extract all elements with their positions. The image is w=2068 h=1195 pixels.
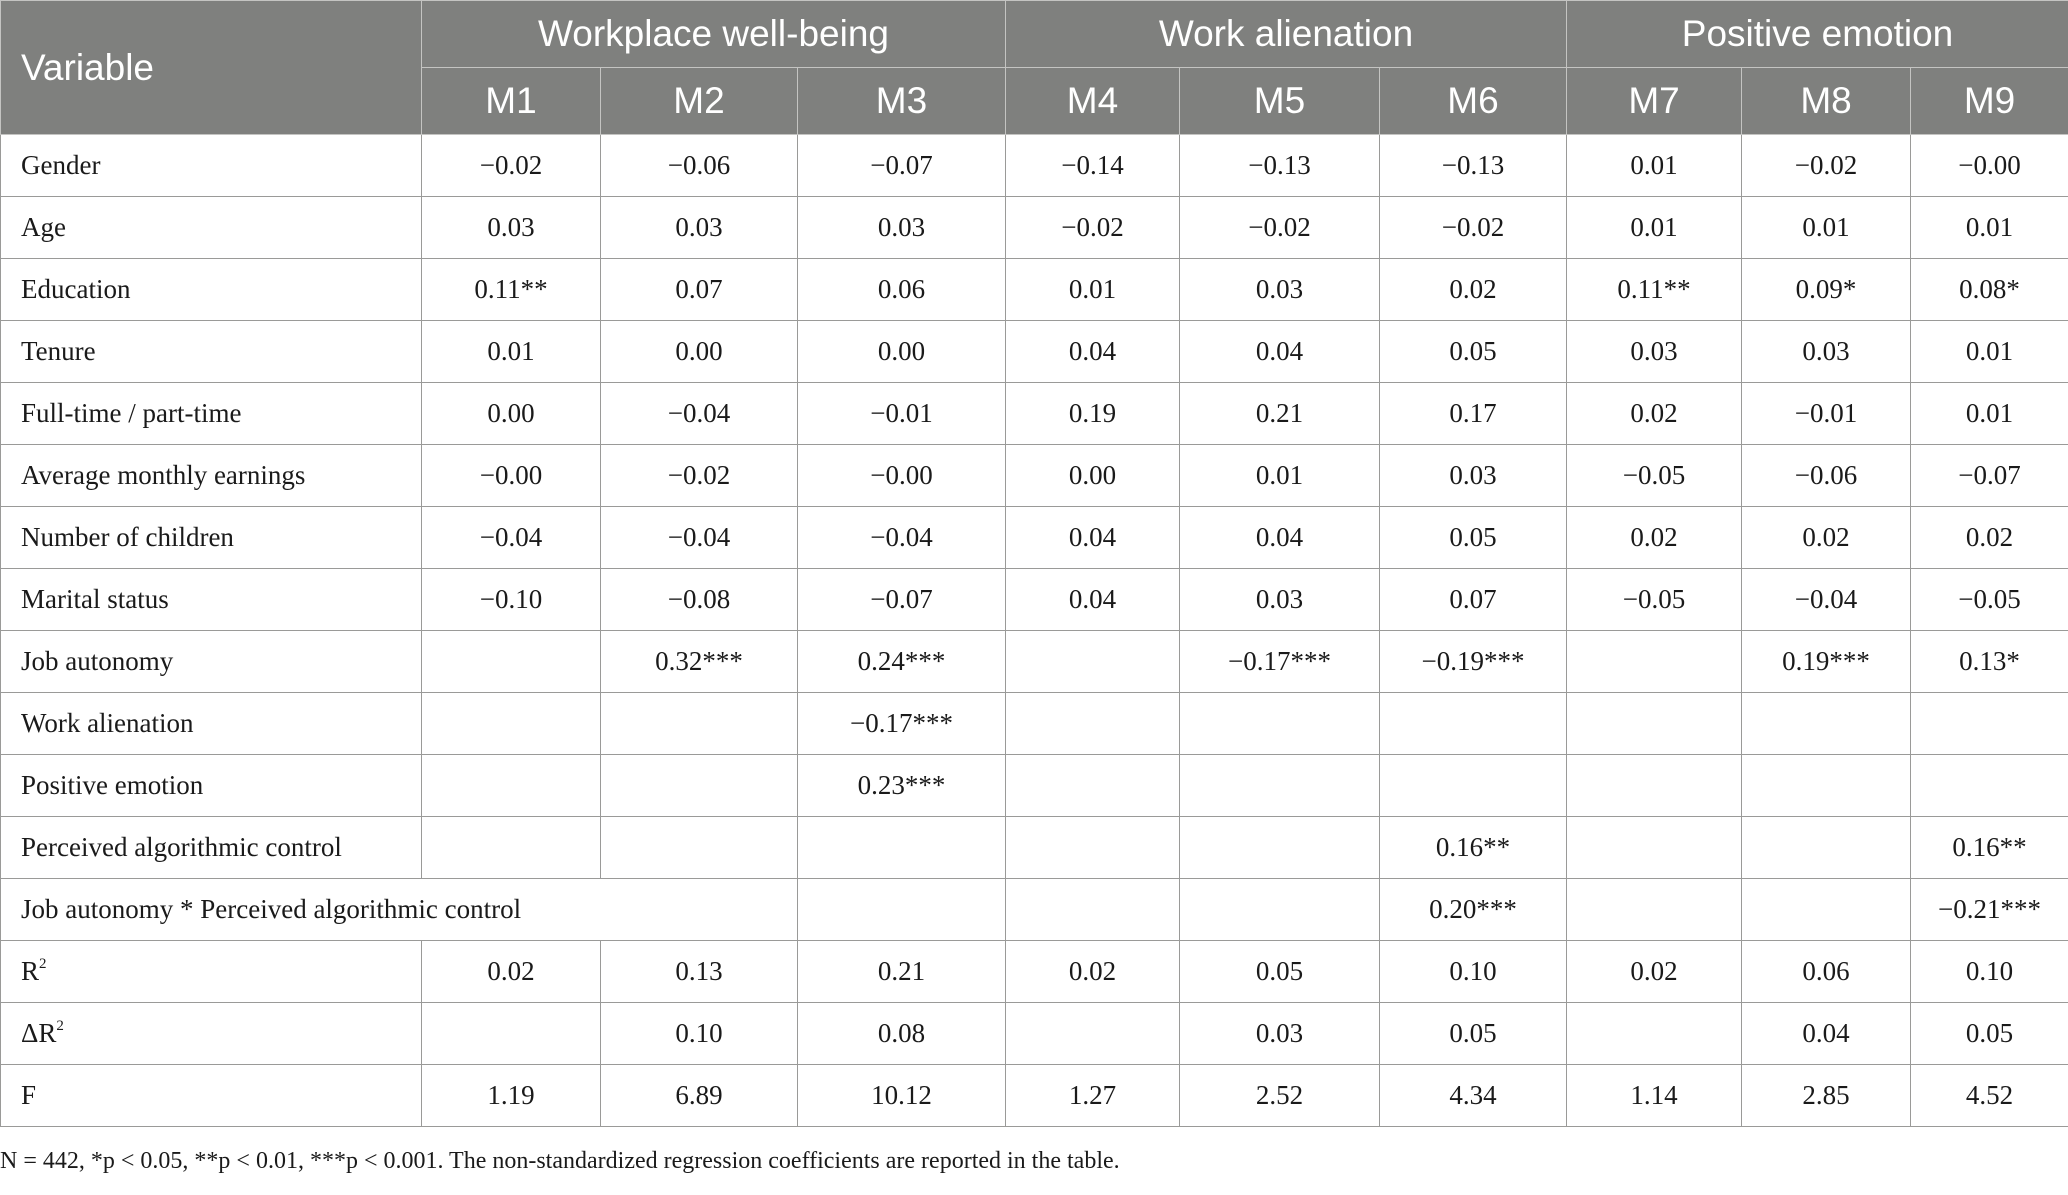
coef-cell [1380, 693, 1567, 755]
group-header-row [1, 1, 2068, 68]
stat-cell: 0.10 [601, 1003, 798, 1065]
coef-cell: 0.11** [422, 259, 601, 321]
coef-cell: −0.01 [1742, 383, 1911, 445]
coef-cell: −0.05 [1567, 569, 1742, 631]
row-label [1, 1065, 422, 1127]
coef-cell [1006, 817, 1180, 879]
coef-cell: −0.07 [798, 569, 1006, 631]
coef-cell: −0.02 [1380, 197, 1567, 259]
model-header: M3 [798, 68, 1006, 135]
coef-cell: 0.13* [1911, 631, 2068, 693]
coef-cell: −0.07 [1911, 445, 2068, 507]
coef-cell: −0.01 [798, 383, 1006, 445]
row-label: Average monthly earnings [1, 445, 422, 507]
stat-cell [422, 1003, 601, 1065]
stat-cell: 0.02 [1006, 941, 1180, 1003]
coef-cell: 0.03 [601, 197, 798, 259]
coef-cell: 0.00 [422, 383, 601, 445]
coef-cell: 0.02 [1742, 507, 1911, 569]
coef-cell [798, 879, 1006, 941]
row-label: Perceived algorithmic control [1, 817, 422, 879]
coef-cell [1567, 693, 1742, 755]
model-header: M9 [1911, 68, 2068, 135]
stat-cell: 4.52 [1911, 1065, 2068, 1127]
coef-cell: 0.05 [1380, 321, 1567, 383]
coef-cell: −0.17*** [1180, 631, 1380, 693]
coef-cell: 0.01 [1911, 383, 2068, 445]
coef-cell [1180, 879, 1380, 941]
stat-cell: 0.08 [798, 1003, 1006, 1065]
coef-cell: −0.06 [601, 135, 798, 197]
group-header-workplace-well-being: Workplace well-being [422, 1, 1006, 68]
coef-cell: −0.02 [601, 445, 798, 507]
row-label: Number of children [1, 507, 422, 569]
stat-cell: 0.05 [1380, 1003, 1567, 1065]
table-row [1, 197, 2068, 259]
coef-cell: 0.19*** [1742, 631, 1911, 693]
coef-cell [1567, 755, 1742, 817]
variable-header: Variable [1, 1, 422, 135]
coef-cell: 0.23*** [798, 755, 1006, 817]
stat-cell: 0.03 [1180, 1003, 1380, 1065]
table-row [1, 507, 2068, 569]
table-row [1, 445, 2068, 507]
row-label: Tenure [1, 321, 422, 383]
row-label [1, 941, 422, 1003]
stat-cell: 0.02 [1567, 941, 1742, 1003]
table-row [1, 1065, 2068, 1127]
row-label: Job autonomy * Perceived algorithmic control [1, 879, 798, 941]
coef-cell [1567, 631, 1742, 693]
coef-cell: 0.04 [1006, 507, 1180, 569]
coef-cell: 0.01 [1911, 321, 2068, 383]
row-label: Full-time / part-time [1, 383, 422, 445]
stat-label: ΔR [21, 1018, 57, 1048]
coef-cell [1006, 693, 1180, 755]
table-row [1, 755, 2068, 817]
coef-cell: 0.03 [1180, 569, 1380, 631]
coef-cell [1911, 693, 2068, 755]
stat-cell: 2.52 [1180, 1065, 1380, 1127]
row-label: Age [1, 197, 422, 259]
coef-cell: 0.04 [1006, 321, 1180, 383]
model-header: M1 [422, 68, 601, 135]
coef-cell: 0.01 [422, 321, 601, 383]
table-row [1, 631, 2068, 693]
coef-cell: 0.04 [1180, 321, 1380, 383]
coef-cell [1006, 879, 1180, 941]
table-row [1, 1003, 2068, 1065]
stat-label: R [21, 956, 40, 986]
stat-cell: 0.13 [601, 941, 798, 1003]
stat-cell: 6.89 [601, 1065, 798, 1127]
coef-cell: −0.08 [601, 569, 798, 631]
table-row [1, 135, 2068, 197]
stat-cell: 1.14 [1567, 1065, 1742, 1127]
coef-cell: −0.04 [422, 507, 601, 569]
coef-cell: 0.05 [1380, 507, 1567, 569]
coef-cell: 0.03 [422, 197, 601, 259]
stat-cell: 0.21 [798, 941, 1006, 1003]
stat-cell: 0.02 [422, 941, 601, 1003]
coef-cell: 0.07 [601, 259, 798, 321]
coef-cell: 0.06 [798, 259, 1006, 321]
coef-cell: −0.21*** [1911, 879, 2068, 941]
table-row [1, 817, 2068, 879]
coef-cell: 0.02 [1567, 383, 1742, 445]
coef-cell: 0.03 [1742, 321, 1911, 383]
coef-cell: 0.00 [601, 321, 798, 383]
coef-cell [422, 817, 601, 879]
stat-cell: 0.10 [1911, 941, 2068, 1003]
coef-cell: 0.16** [1911, 817, 2068, 879]
coef-cell: −0.19*** [1380, 631, 1567, 693]
stat-cell: 0.05 [1911, 1003, 2068, 1065]
model-header: M5 [1180, 68, 1380, 135]
coef-cell: −0.02 [1180, 197, 1380, 259]
coef-cell: 0.02 [1567, 507, 1742, 569]
stat-cell: 1.19 [422, 1065, 601, 1127]
stat-cell: 2.85 [1742, 1065, 1911, 1127]
coef-cell: 0.20*** [1380, 879, 1567, 941]
coef-cell: 0.11** [1567, 259, 1742, 321]
coef-cell: −0.17*** [798, 693, 1006, 755]
coef-cell: 0.03 [1180, 259, 1380, 321]
coef-cell [1567, 817, 1742, 879]
row-label: Gender [1, 135, 422, 197]
coef-cell: −0.10 [422, 569, 601, 631]
coef-cell: −0.02 [1742, 135, 1911, 197]
row-label: Marital status [1, 569, 422, 631]
coef-cell [601, 817, 798, 879]
stat-superscript: 2 [56, 1018, 64, 1034]
coef-cell: 0.03 [1567, 321, 1742, 383]
row-label: Education [1, 259, 422, 321]
table-row [1, 383, 2068, 445]
coef-cell [1006, 631, 1180, 693]
stat-cell: 0.04 [1742, 1003, 1911, 1065]
coef-cell: −0.00 [1911, 135, 2068, 197]
coef-cell [1742, 755, 1911, 817]
coef-cell: −0.00 [422, 445, 601, 507]
table-footnote: N = 442, *p < 0.05, **p < 0.01, ***p < 0.001. The non-standardized regression coefficients are reported in the table. [0, 1148, 1120, 1174]
coef-cell [1567, 879, 1742, 941]
coef-cell: 0.16** [1380, 817, 1567, 879]
coef-cell: 0.03 [798, 197, 1006, 259]
coef-cell [1180, 817, 1380, 879]
stat-cell [1567, 1003, 1742, 1065]
model-header: M7 [1567, 68, 1742, 135]
coef-cell [798, 817, 1006, 879]
coef-cell [422, 693, 601, 755]
coef-cell: −0.13 [1380, 135, 1567, 197]
coef-cell: 0.04 [1180, 507, 1380, 569]
coef-cell: 0.00 [1006, 445, 1180, 507]
coef-cell [1742, 879, 1911, 941]
coef-cell: −0.04 [1742, 569, 1911, 631]
coef-cell [1380, 755, 1567, 817]
coef-cell [1742, 693, 1911, 755]
coef-cell [1911, 755, 2068, 817]
group-header-positive-emotion: Positive emotion [1567, 1, 2068, 68]
coef-cell [1006, 755, 1180, 817]
coef-cell: −0.04 [601, 383, 798, 445]
table-row [1, 879, 2068, 941]
row-label: Positive emotion [1, 755, 422, 817]
coef-cell: 0.01 [1911, 197, 2068, 259]
coef-cell: −0.00 [798, 445, 1006, 507]
coef-cell: 0.01 [1180, 445, 1380, 507]
stat-cell: 0.05 [1180, 941, 1380, 1003]
coef-cell [601, 693, 798, 755]
coef-cell: −0.02 [422, 135, 601, 197]
model-header: M6 [1380, 68, 1567, 135]
coef-cell: 0.02 [1380, 259, 1567, 321]
row-label: Work alienation [1, 693, 422, 755]
coef-cell [601, 755, 798, 817]
coef-cell: 0.03 [1380, 445, 1567, 507]
coef-cell: −0.07 [798, 135, 1006, 197]
coef-cell: 0.19 [1006, 383, 1180, 445]
coef-cell: −0.04 [601, 507, 798, 569]
table-row [1, 569, 2068, 631]
stat-cell: 0.06 [1742, 941, 1911, 1003]
coef-cell: −0.02 [1006, 197, 1180, 259]
coef-cell: 0.32*** [601, 631, 798, 693]
coef-cell: 0.01 [1567, 135, 1742, 197]
coef-cell: −0.14 [1006, 135, 1180, 197]
coef-cell: −0.13 [1180, 135, 1380, 197]
row-label: Job autonomy [1, 631, 422, 693]
coef-cell: −0.04 [798, 507, 1006, 569]
coef-cell [1180, 693, 1380, 755]
coef-cell [1180, 755, 1380, 817]
coef-cell [422, 755, 601, 817]
coef-cell: −0.05 [1911, 569, 2068, 631]
coef-cell [1742, 817, 1911, 879]
coef-cell: −0.06 [1742, 445, 1911, 507]
stat-label: F [21, 1080, 37, 1110]
coef-cell: 0.01 [1567, 197, 1742, 259]
model-header: M2 [601, 68, 798, 135]
stat-cell: 10.12 [798, 1065, 1006, 1127]
table-row [1, 693, 2068, 755]
coef-cell: 0.01 [1006, 259, 1180, 321]
coef-cell: 0.04 [1006, 569, 1180, 631]
coef-cell: 0.01 [1742, 197, 1911, 259]
coef-cell: −0.05 [1567, 445, 1742, 507]
stat-cell: 0.10 [1380, 941, 1567, 1003]
coef-cell: 0.00 [798, 321, 1006, 383]
stat-superscript: 2 [39, 956, 47, 972]
coef-cell: 0.02 [1911, 507, 2068, 569]
coef-cell [422, 631, 601, 693]
table-row [1, 321, 2068, 383]
stat-cell: 1.27 [1006, 1065, 1180, 1127]
coef-cell: 0.08* [1911, 259, 2068, 321]
coef-cell: 0.21 [1180, 383, 1380, 445]
coef-cell: 0.07 [1380, 569, 1567, 631]
stat-cell [1006, 1003, 1180, 1065]
table-row [1, 259, 2068, 321]
model-header: M4 [1006, 68, 1180, 135]
model-header: M8 [1742, 68, 1911, 135]
coef-cell: 0.17 [1380, 383, 1567, 445]
row-label [1, 1003, 422, 1065]
stat-cell: 4.34 [1380, 1065, 1567, 1127]
table-row [1, 941, 2068, 1003]
coef-cell: 0.24*** [798, 631, 1006, 693]
coef-cell: 0.09* [1742, 259, 1911, 321]
group-header-work-alienation: Work alienation [1006, 1, 1567, 68]
